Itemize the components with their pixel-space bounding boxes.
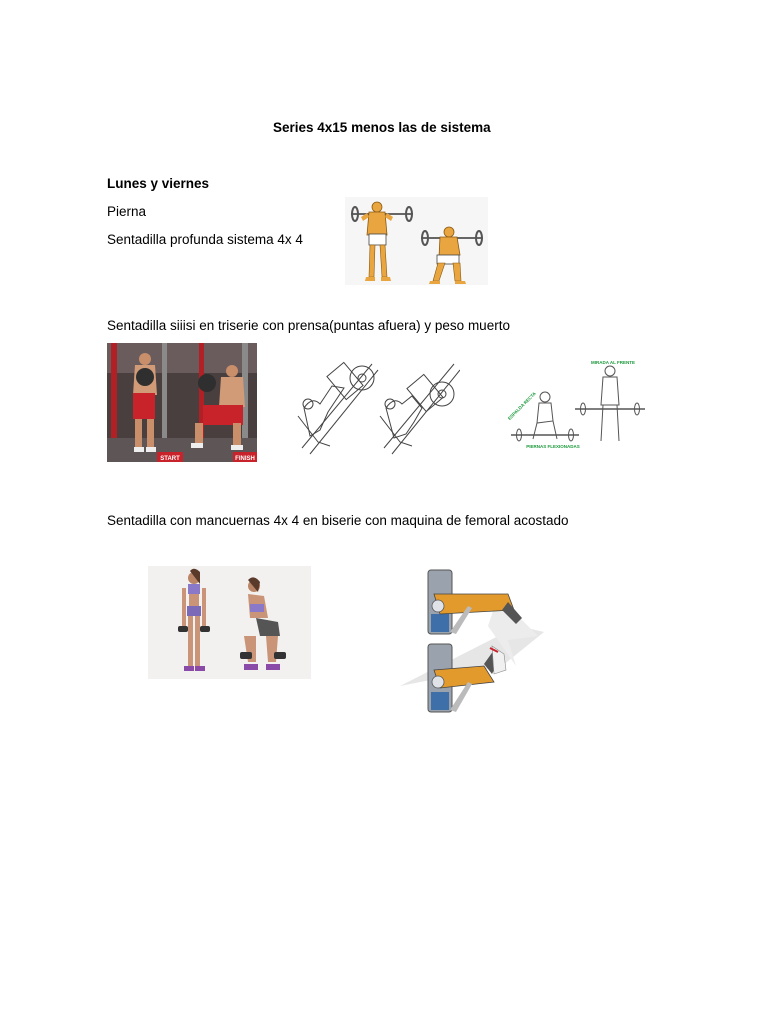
deadlift-bottom-label: PIERNAS FLEXIONADAS	[526, 444, 580, 449]
finish-label: FINISH	[235, 456, 255, 462]
dumbbell-squat-photo	[148, 566, 311, 679]
lying-leg-curl-illustration	[398, 566, 546, 716]
exercise-3-text: Sentadilla con mancuernas 4x 4 en biserie con maquina de femoral acostado	[107, 513, 569, 528]
section-heading: Lunes y viernes	[107, 176, 210, 191]
leg-press-illustration	[294, 356, 460, 458]
category-label: Pierna	[107, 204, 147, 219]
exercise-1-text: Sentadilla profunda sistema 4x 4	[107, 232, 303, 247]
barbell-squat-illustration	[345, 197, 488, 285]
deadlift-top-label: MIRADA AL FRENTE	[590, 360, 636, 365]
exercise-2-text: Sentadilla siiisi en triserie con prensa(puntas afuera) y peso muerto	[107, 318, 510, 333]
start-label: START	[160, 456, 180, 462]
deadlift-illustration	[505, 355, 648, 453]
deadlift-side-label: ESPALDA RECTA	[506, 390, 537, 421]
smith-squat-photo	[107, 343, 257, 462]
document-title: Series 4x15 menos las de sistema	[273, 120, 491, 135]
